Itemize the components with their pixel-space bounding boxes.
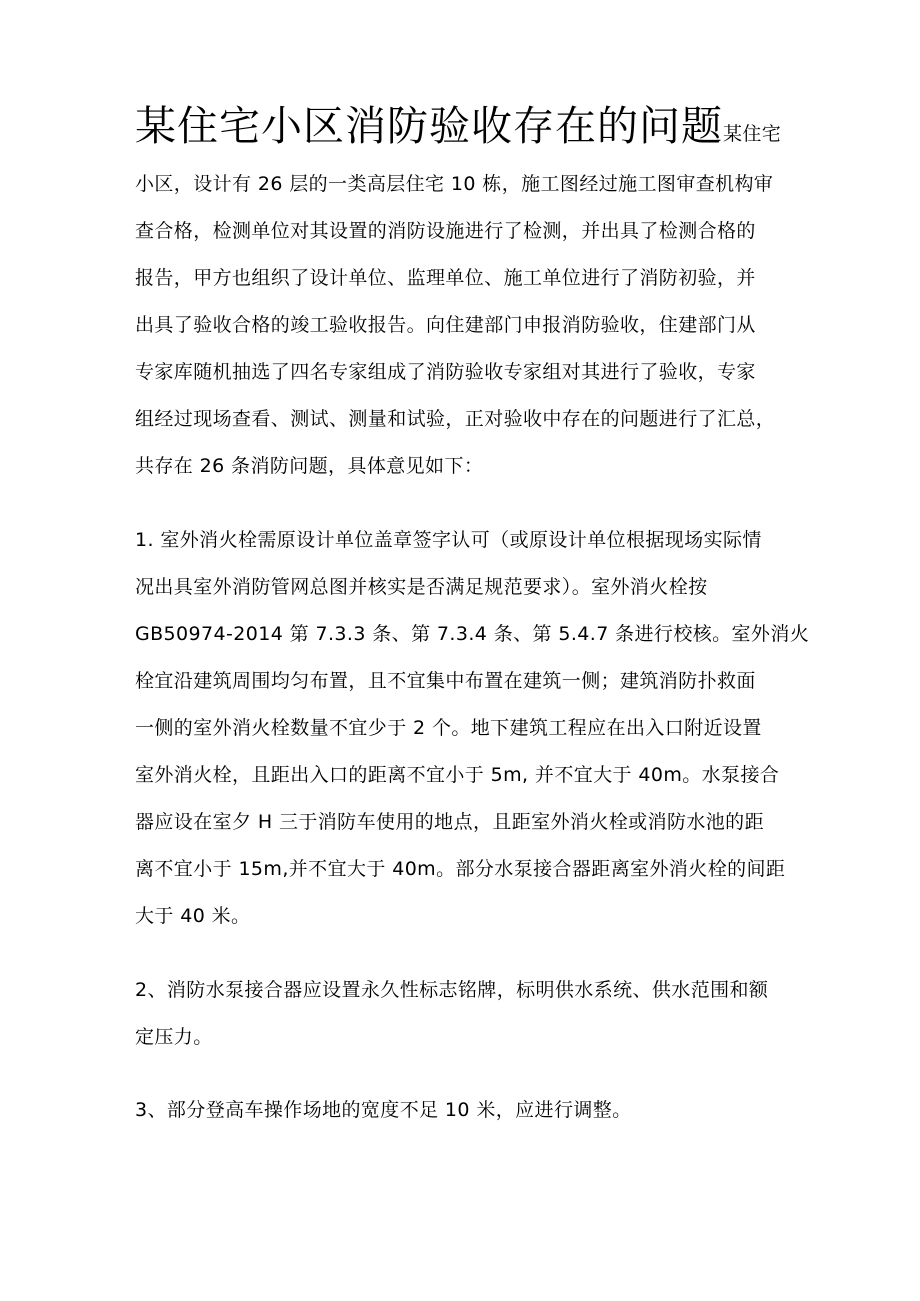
title-line [135, 98, 781, 158]
item2-line: 2、消防水泵接合器应设置永久性标志铭牌，标明供水系统、供水范围和额 [135, 979, 769, 1001]
intro-line: 组经过现场查看、测试、测量和试验，正对验收中存在的问题进行了汇总， [135, 408, 776, 430]
intro-line: 报告，甲方也组织了设计单位、监理单位、施工单位进行了消防初验，并 [135, 267, 756, 289]
intro-line: 某住宅 [723, 123, 782, 145]
item1-line: 器应设在室夕 H 三于消防车使用的地点，且距室外消火栓或消防水池的距 [135, 811, 764, 833]
item1-line: 况出具室外消防管网总图并核实是否满足规范要求）。室外消火栓按 [135, 576, 708, 598]
intro-line: 出具了验收合格的竣工验收报告。向住建部门申报消防验收，住建部门从 [135, 314, 756, 336]
item1-line: 室外消火栓，且距出入口的距离不宜小于 5m, 并不宜大于 40m。水泵接合 [135, 764, 780, 786]
intro-line: 查合格，检测单位对其设置的消防设施进行了检测，并出具了检测合格的 [135, 220, 756, 242]
item1-line: 大于 40 米。 [135, 905, 251, 927]
item1-line: 1. 室外消火栓需原设计单位盖章签字认可（或原设计单位根据现场实际情 [135, 529, 762, 551]
item2-line: 定压力。 [135, 1026, 213, 1048]
item1-line: 栓宜沿建筑周围均匀布置，且不宜集中布置在建筑一侧；建筑消防扑救面 [135, 670, 756, 692]
item3-line: 3、部分登高车操作场地的宽度不足 10 米，应进行调整。 [135, 1099, 632, 1121]
item1-line: 一侧的室外消火栓数量不宜少于 2 个。地下建筑工程应在出入口附近设置 [135, 717, 762, 739]
intro-line: 专家库随机抽选了四名专家组成了消防验收专家组对其进行了验收，专家 [135, 361, 756, 383]
page-title: 某住宅小区消防验收存在的问题 [135, 102, 723, 150]
item1-line: GB50974-2014 第 7.3.3 条、第 7.3.4 条、第 5.4.7 条进行校核。室外消火 [135, 623, 810, 645]
intro-line: 小区，设计有 26 层的一类高层住宅 10 栋，施工图经过施工图审查机构审 [135, 173, 774, 195]
intro-line: 共存在 26 条消防问题，具体意见如下： [135, 455, 484, 477]
item1-line: 离不宜小于 15m,并不宜大于 40m。部分水泵接合器距离室外消火栓的间距 [135, 858, 786, 880]
